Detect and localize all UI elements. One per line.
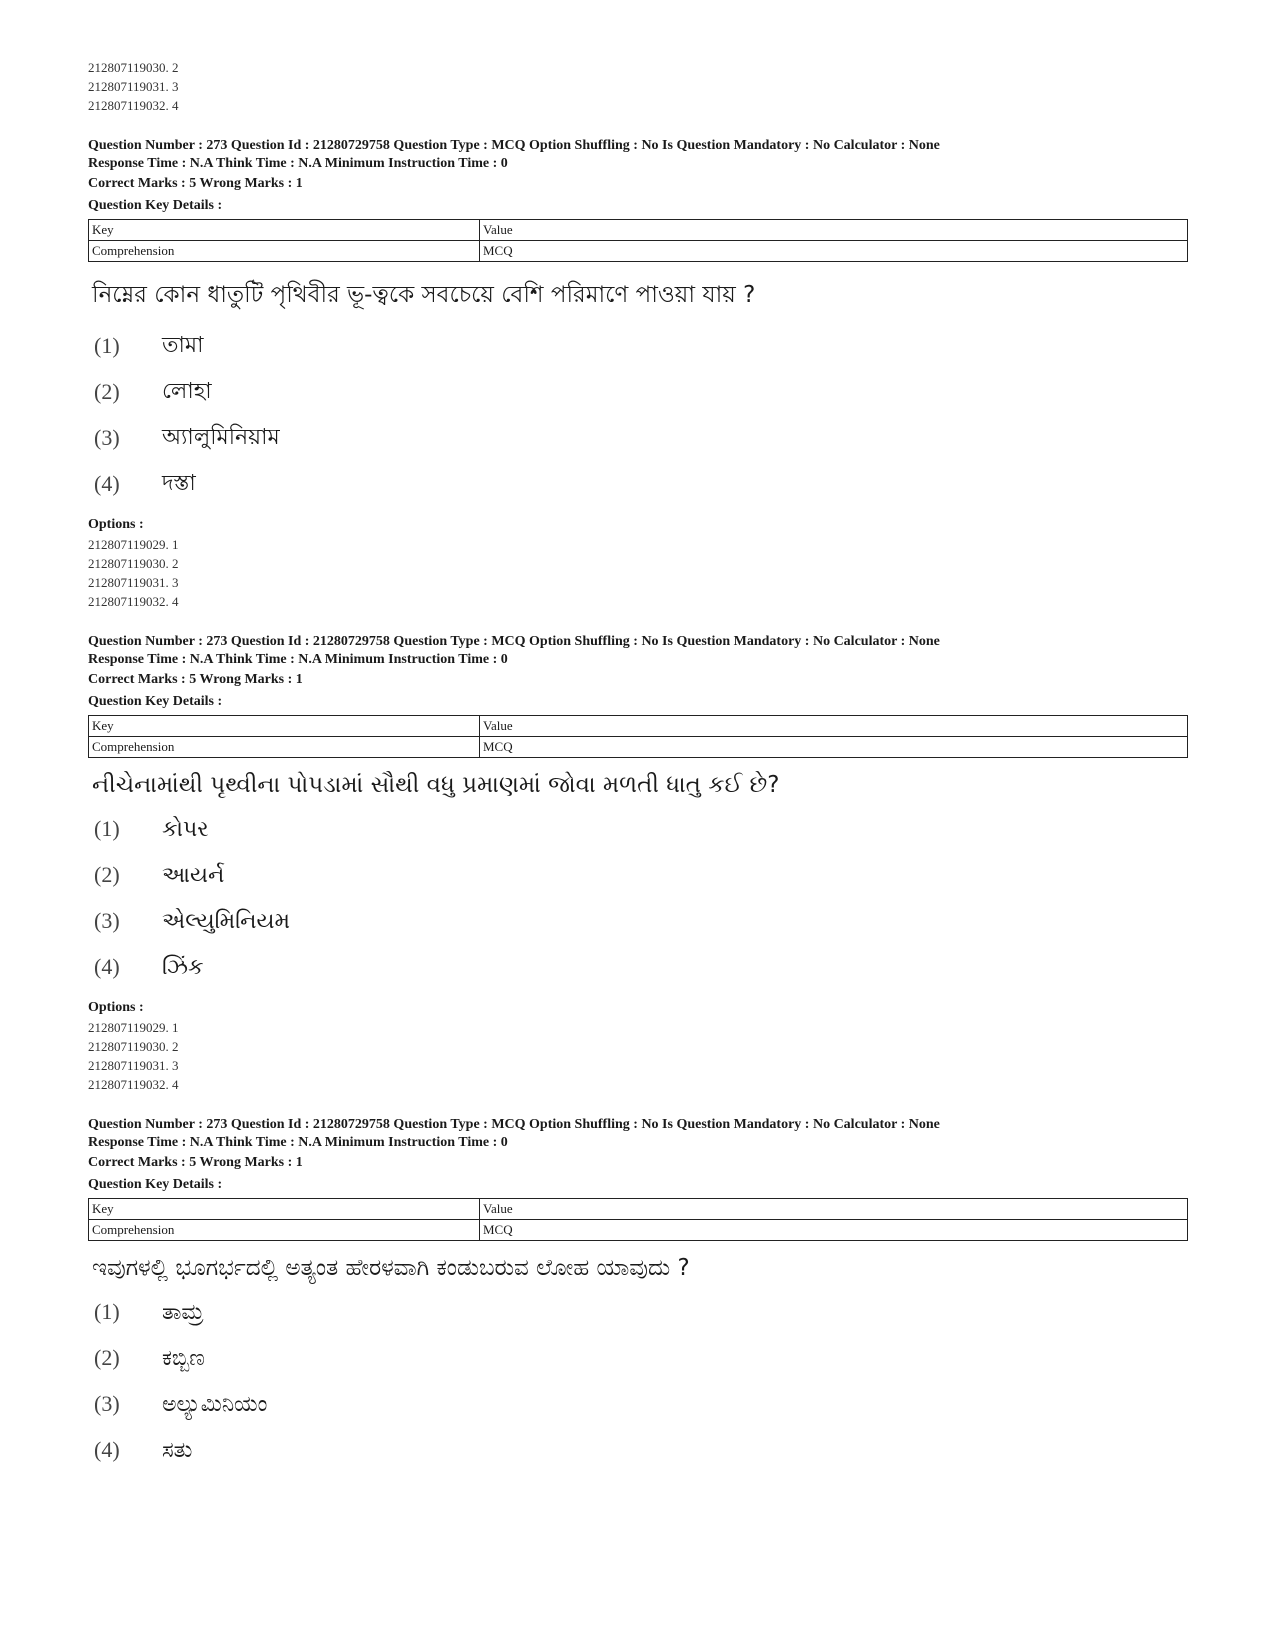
question-text: નીચેનામાંથી પૃથ્વીના પોપડામાં સૌથી વધુ પ્રમાણમાં જોવા મળતી ધાતુ કઈ છે?: [92, 772, 780, 798]
key-details-label: Question Key Details :: [88, 694, 223, 709]
meta-line-1: Question Number : 273 Question Id : 21280729758 Question Type : MCQ Option Shuffling : No Is Question Mandatory : No Calculator : None: [88, 1117, 940, 1132]
meta-line-2: Response Time : N.A Think Time : N.A Minimum Instruction Time : 0: [88, 652, 508, 667]
key-details-table: [88, 715, 1188, 758]
table-header-key: Key: [89, 220, 480, 241]
table-header-key: Key: [89, 1199, 480, 1220]
choice-text: তামা: [162, 332, 204, 358]
choice-item: [88, 852, 1188, 898]
choice-number: (1): [94, 816, 120, 841]
table-header-value: Value: [480, 1199, 1188, 1220]
choice-item: [88, 415, 1188, 461]
marks: Correct Marks : 5 Wrong Marks : 1: [88, 672, 303, 687]
option-line: 212807119029. 1: [88, 1020, 179, 1035]
option-line: 212807119030. 2: [88, 60, 179, 75]
choice-number: (2): [94, 1345, 120, 1370]
options-list: [88, 1018, 1188, 1094]
choice-text: આયર્ન: [162, 862, 225, 888]
option-line: 212807119032. 4: [88, 1077, 179, 1092]
key-details-label: Question Key Details :: [88, 1177, 223, 1192]
choice-text: অ্যালুমিনিয়াম: [162, 424, 280, 450]
choice-text: કોપર: [162, 816, 209, 842]
question-block-gujarati: [88, 633, 1188, 1094]
table-cell-value: MCQ: [480, 241, 1188, 262]
question-meta: [88, 137, 1188, 173]
table-header-key: Key: [89, 716, 480, 737]
choice-text: ઝિંક: [162, 954, 204, 980]
question-meta: [88, 633, 1188, 669]
choice-number: (3): [94, 908, 120, 933]
key-details-label: Question Key Details :: [88, 198, 223, 213]
options-list: [88, 535, 1188, 611]
meta-line-2: Response Time : N.A Think Time : N.A Minimum Instruction Time : 0: [88, 1135, 508, 1150]
choice-number: (4): [94, 954, 120, 979]
table-header-value: Value: [480, 220, 1188, 241]
choice-item: [88, 1289, 1188, 1335]
choice-number: (3): [94, 425, 120, 450]
choice-number: (4): [94, 471, 120, 496]
choice-number: (2): [94, 862, 120, 887]
table-header-value: Value: [480, 716, 1188, 737]
meta-line-2: Response Time : N.A Think Time : N.A Minimum Instruction Time : 0: [88, 156, 508, 171]
key-details-table: [88, 1198, 1188, 1241]
key-details-table: [88, 219, 1188, 262]
question-text: ಇವುಗಳಲ್ಲಿ ಭೂಗರ್ಭದಲ್ಲಿ ಅತ್ಯಂತ ಹೇರಳವಾಗಿ ಕಂಡುಬರುವ ಲೋಹ ಯಾವುದು ?: [92, 1255, 690, 1281]
choice-item: [88, 1427, 1188, 1473]
choice-text: ಅಲ್ಯುಮಿನಿಯಂ: [162, 1391, 268, 1417]
choice-item: [88, 323, 1188, 369]
choice-item: [88, 806, 1188, 852]
option-line: 212807119032. 4: [88, 594, 179, 609]
option-line: 212807119032. 4: [88, 98, 179, 113]
choice-number: (4): [94, 1437, 120, 1462]
choice-number: (1): [94, 333, 120, 358]
marks: Correct Marks : 5 Wrong Marks : 1: [88, 1155, 303, 1170]
options-label: Options :: [88, 517, 144, 532]
question-block-kannada: [88, 1116, 1188, 1473]
choice-number: (2): [94, 379, 120, 404]
option-line: 212807119030. 2: [88, 1039, 179, 1054]
choice-item: [88, 898, 1188, 944]
choice-text: ಸತು: [162, 1437, 193, 1463]
option-line: 212807119029. 1: [88, 537, 179, 552]
choice-text: লোহা: [162, 378, 212, 404]
choice-number: (3): [94, 1391, 120, 1416]
question-text: নিম্নের কোন ধাতুটি পৃথিবীর ভূ-ত্বকে সবচেয়ে বেশি পরিমাণে পাওয়া যায় ?: [92, 282, 756, 308]
table-cell-key: Comprehension: [89, 1220, 480, 1241]
option-line: 212807119031. 3: [88, 1058, 179, 1073]
choice-text: ಕಬ್ಬಿಣ: [162, 1345, 205, 1371]
choice-item: [88, 461, 1188, 507]
document-page: [88, 58, 1188, 1473]
option-line: 212807119030. 2: [88, 556, 179, 571]
option-line: 212807119031. 3: [88, 575, 179, 590]
choice-text: ತಾಮ್ರ: [162, 1299, 204, 1325]
options-label: Options :: [88, 1000, 144, 1015]
choice-item: [88, 1335, 1188, 1381]
table-cell-value: MCQ: [480, 737, 1188, 758]
choice-number: (1): [94, 1299, 120, 1324]
choice-text: એલ્યુમિનિયમ: [162, 908, 291, 934]
option-line: 212807119031. 3: [88, 79, 179, 94]
meta-line-1: Question Number : 273 Question Id : 21280729758 Question Type : MCQ Option Shuffling : No Is Question Mandatory : No Calculator : None: [88, 138, 940, 153]
choice-text: দস্তা: [162, 470, 196, 496]
choice-item: [88, 369, 1188, 415]
choice-item: [88, 1381, 1188, 1427]
table-cell-key: Comprehension: [89, 737, 480, 758]
top-options: [88, 58, 1188, 115]
marks: Correct Marks : 5 Wrong Marks : 1: [88, 176, 303, 191]
table-cell-value: MCQ: [480, 1220, 1188, 1241]
table-cell-key: Comprehension: [89, 241, 480, 262]
choice-item: [88, 944, 1188, 990]
question-block-bengali: [88, 137, 1188, 611]
meta-line-1: Question Number : 273 Question Id : 21280729758 Question Type : MCQ Option Shuffling : No Is Question Mandatory : No Calculator : None: [88, 634, 940, 649]
question-meta: [88, 1116, 1188, 1152]
